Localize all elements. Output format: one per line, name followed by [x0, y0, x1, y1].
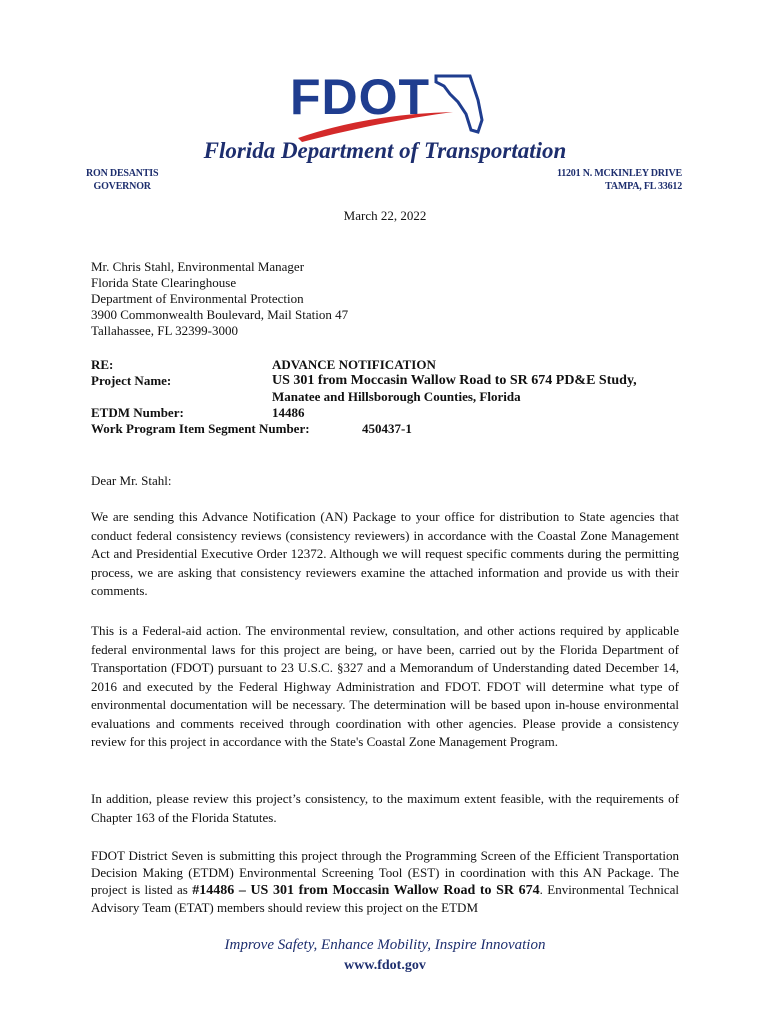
logo-text: FDOT — [290, 69, 431, 125]
etdm-label: ETDM Number: — [91, 405, 184, 420]
organization-title: Florida Department of Transportation — [203, 138, 567, 163]
footer-website-link[interactable]: www.fdot.gov — [344, 958, 426, 973]
paragraph-text: FDOT District Seven is submitting this project through the Programming Screen of the Efficient Transportation Decision Making (ETDM) Environmental Screening Tool (EST) in coordination with this AN Package. The project is listed as — [91, 848, 679, 897]
office-city: TAMPA, FL 33612 — [605, 181, 682, 192]
paragraph: This is a Federal-aid action. The environmental review, consultation, and other actions required by applicable federal environmental laws for this project are being, or have been, carried out by the Florida Department of Transportation (FDOT) pursuant to 23 U.S.C. §327 and a Memorandum of Understanding dated December 14, 2016 and executed by the Federal Highway Administration and FDOT. FDOT will determine what type of environmental documentation will be necessary. The determination will be based upon in-house environmental evaluations and comments received through coordination with other agencies. Please provide a consistency review for this project in accordance with the State's Coastal Zone Management Program. — [91, 623, 679, 749]
letter-date: March 22, 2022 — [343, 208, 427, 223]
recipient-line: Tallahassee, FL 32399-3000 — [91, 323, 238, 338]
project-value: US 301 from Moccasin Wallow Road to SR 674 PD&E Study, — [272, 373, 637, 388]
paragraph-text: . Environmental Technical Advisory Team (ETAT) members should review this project on the ETDM — [91, 882, 679, 915]
footer-slogan: Improve Safety, Enhance Mobility, Inspire Innovation — [224, 937, 546, 953]
reference-block — [91, 357, 691, 437]
etdm-value: 14486 — [272, 405, 305, 420]
recipient-line: Florida State Clearinghouse — [91, 275, 237, 290]
re-value: ADVANCE NOTIFICATION — [272, 357, 436, 372]
wpi-label: Work Program Item Segment Number: — [91, 421, 310, 436]
wpi-value: 450437-1 — [362, 421, 412, 436]
project-value-counties: Manatee and Hillsborough Counties, Florida — [272, 389, 521, 404]
florida-map-icon — [436, 76, 482, 132]
paragraph: In addition, please review this project’s consistency, to the maximum extent feasible, with the requirements of Chapter 163 of the Florida Statutes. — [91, 791, 679, 825]
project-highlight: #14486 – US 301 from Moccasin Wallow Road to SR 674 — [192, 883, 540, 898]
re-label: RE: — [91, 357, 114, 372]
fdot-logo — [288, 62, 488, 144]
governor-name: RON DESANTIS — [86, 168, 159, 179]
salutation: Dear Mr. Stahl: — [91, 473, 172, 488]
recipient-line: Department of Environmental Protection — [91, 291, 304, 306]
office-address-block — [557, 167, 682, 193]
recipient-address — [91, 259, 348, 339]
recipient-line: Mr. Chris Stahl, Environmental Manager — [91, 259, 305, 274]
recipient-line: 3900 Commonwealth Boulevard, Mail Station 47 — [91, 307, 349, 322]
office-street: 11201 N. MCKINLEY DRIVE — [556, 168, 682, 179]
governor-block — [86, 167, 158, 193]
project-label: Project Name: — [91, 373, 172, 388]
governor-title: GOVERNOR — [93, 181, 151, 192]
paragraph — [91, 847, 679, 916]
paragraph: We are sending this Advance Notification (AN) Package to your office for distribution to State agencies that conduct federal consistency reviews (consistency reviewers) in accordance with the Coastal Zone Management Act and Presidential Executive Order 12372. Although we will request specific comments during the permitting process, we are asking that consistency reviewers examine the attached information and provide us with their comments. — [91, 509, 679, 598]
